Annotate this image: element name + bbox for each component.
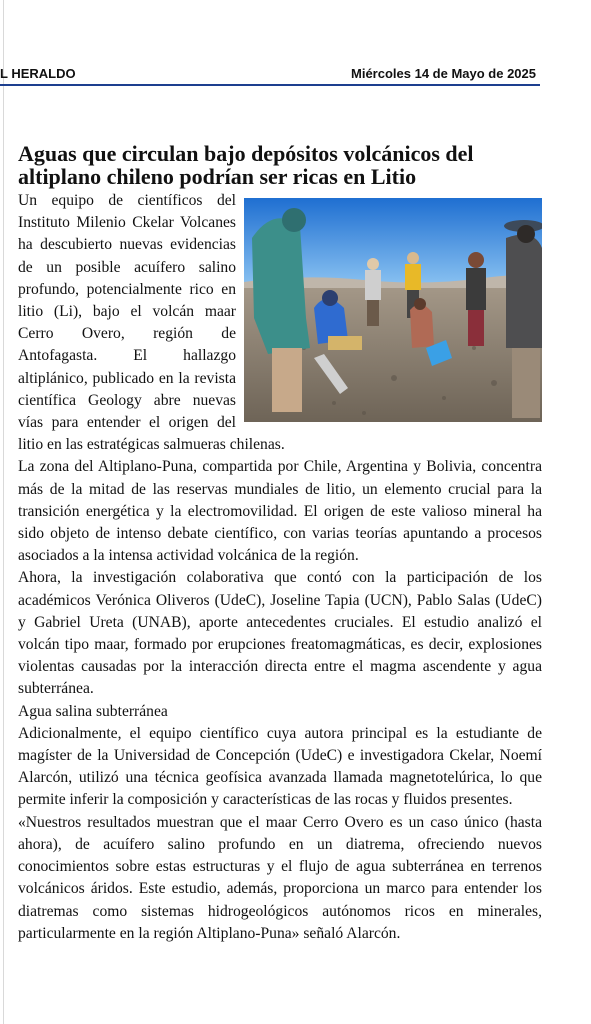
field-team-photo	[244, 198, 542, 422]
masthead	[0, 64, 540, 86]
newspaper-name: L HERALDO	[0, 66, 76, 81]
article-paragraph-4: Adicionalmente, el equipo científico cuya autora principal es la estudiante de magíster de la Universidad de Concepción (UdeC) e investigadora Ckelar, Noemí Alarcón, utilizó una técnica geofísica avanzada llamada magnetotelúrica, lo que permite inferir la composición y características de las rocas y fluidos presentes.	[18, 724, 542, 809]
article-paragraph-1: Un equipo de científicos del Instituto Milenio Ckelar Volcanes ha descubierto nuevas evidencias de un posible acuífero salino profundo, potencialmente rico en litio (Li), bajo el volcán maar Cerro Overo, región de Antofagasta. El hallazgo altiplánico, publicado en la revista científica Geology abre nuevas vías para entender el origen del litio en las estratégicas salmueras chilenas.	[18, 192, 285, 454]
article-headline: Aguas que circulan bajo depósitos volcánicos del altiplano chileno podrían ser ricas en Litio	[18, 141, 474, 189]
article-paragraph-3: Ahora, la investigación colaborativa que contó con la participación de los académicos Verónica Oliveros (UdeC), Joseline Tapia (UCN), Pablo Salas (UdeC) y Gabriel Ureta (UNAB), aporte antecedentes cruciales. El estudio analizó el volcán tipo maar, formado por erupciones freatomagmáticas, es decir, explosiones violentas causadas por la interacción directa entre el magma ascendente y agua subterránea.	[18, 569, 542, 698]
article-body	[18, 190, 542, 945]
page-edge-rule	[3, 0, 4, 1024]
article-paragraph-2: La zona del Altiplano-Puna, compartida por Chile, Argentina y Bolivia, concentra más de la mitad de las reservas mundiales de litio, un elemento crucial para la transición energética y la electromovilidad. El origen de este valioso mineral ha sido objeto de intenso debate científico, con varias teorías apuntando a procesos asociados a la intensa actividad volcánica de la región.	[18, 458, 542, 565]
issue-date: Miércoles 14 de Mayo de 2025	[351, 66, 536, 81]
article-paragraph-5: «Nuestros resultados muestran que el maar Cerro Overo es un caso único (hasta ahora), de acuífero salino profundo en un diatrema, ofreciendo nuevos conocimientos sobre estas estructuras y el flujo de agua subterránea en terrenos volcánicos áridos. Este estudio, además, proporciona un marco para entender los diatremas como sistemas hidrogeológicos autónomos ricos en minerales, particularmente en la región Altiplano-Puna» señaló Alarcón.	[18, 813, 542, 942]
field-photo-illustration	[244, 198, 542, 422]
article-subheading: Agua salina subterránea	[18, 702, 168, 720]
